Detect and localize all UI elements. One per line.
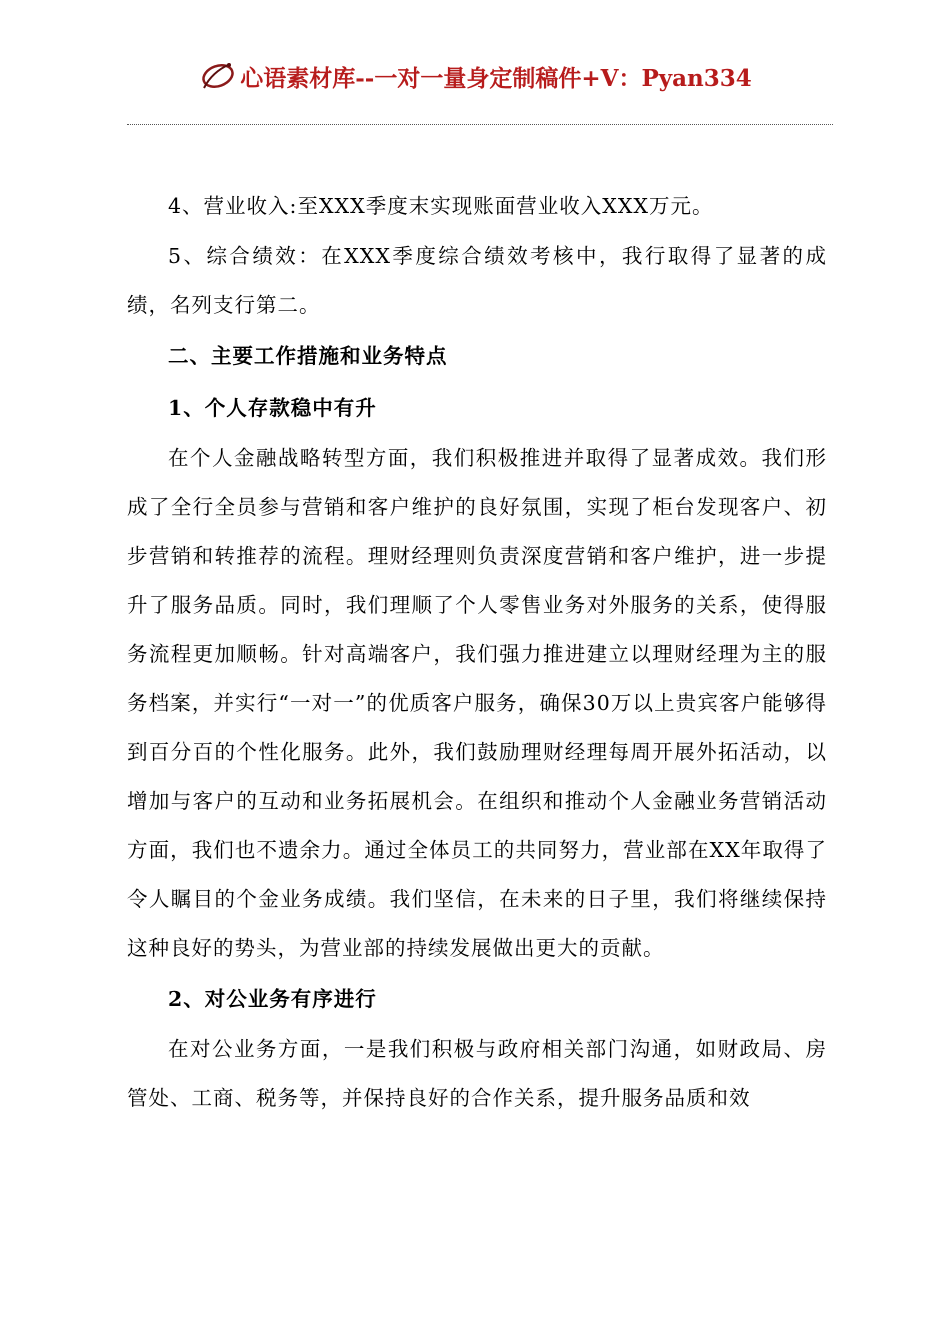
paragraph-revenue: 4、营业收入:至XXX季度末实现账面营业收入XXX万元。 <box>168 194 714 218</box>
document-body <box>127 180 827 1123</box>
header-divider <box>127 124 833 125</box>
section-heading-measures: 二、主要工作措施和业务特点 <box>168 344 448 368</box>
page-header <box>0 58 950 102</box>
brand-logo-icon <box>198 58 238 94</box>
paragraph-corporate-business: 在对公业务方面，一是我们积极与政府相关部门沟通，如财政局、房管处、工商、税务等，并保持良好的合作关系，提升服务品质和效 <box>127 1037 827 1110</box>
paragraph-personal-deposits: 在个人金融战略转型方面，我们积极推进并取得了显著成效。我们形成了全行全员参与营销和客户维护的良好氛围，实现了柜台发现客户、初步营销和转推荐的流程。理财经理则负责深度营销和客户维护，进一步提升了服务品质。同时，我们理顺了个人零售业务对外服务的关系，使得服务流程更加顺畅。针对高端客户，我们强力推进建立以理财经理为主的服务档案，并实行“一对一”的优质客户服务，确保30万以上贵宾客户能够得到百分百的个性化服务。此外，我们鼓励理财经理每周开展外拓活动，以增加与客户的互动和业务拓展机会。在组织和推动个人金融业务营销活动方面，我们也不遗余力。通过全体员工的共同努力，营业部在XX年取得了令人瞩目的个金业务成绩。我们坚信，在未来的日子里，我们将继续保持这种良好的势头，为营业部的持续发展做出更大的贡献。 <box>127 446 827 960</box>
header-tagline: --一对一量身定制稿件+V：Pyan334 <box>355 64 752 92</box>
subheading-corporate-business: 2、对公业务有序进行 <box>168 987 377 1011</box>
brand-name: 心语素材库 <box>240 64 356 92</box>
subheading-personal-deposits: 1、个人存款稳中有升 <box>168 396 377 420</box>
paragraph-performance: 5、综合绩效：在XXX季度综合绩效考核中，我行取得了显著的成绩，名列支行第二。 <box>127 244 827 317</box>
